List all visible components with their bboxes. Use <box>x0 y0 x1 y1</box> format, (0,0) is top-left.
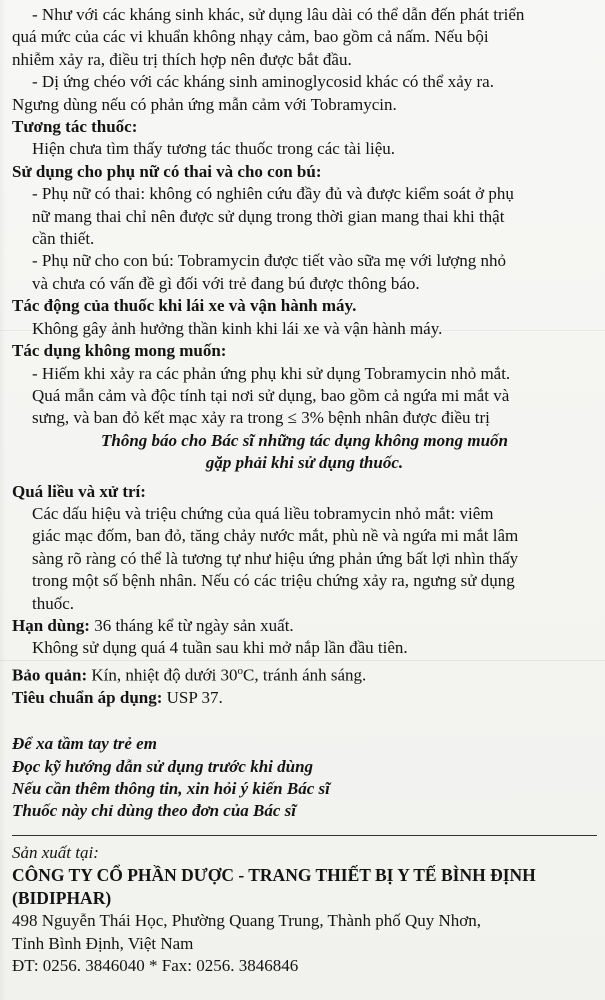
text-line: Ngưng dùng nếu có phản ứng mẫn cảm với Tobramycin. <box>12 94 397 114</box>
standard-line <box>12 687 597 709</box>
text-line: sàng rõ ràng có thể là tương tự như hiệu ứng phản ứng bất lợi nhìn thấy <box>32 548 519 568</box>
shelf-life-line <box>12 615 597 637</box>
precautions-section <box>12 4 597 116</box>
side-effects-section <box>12 340 597 474</box>
text-line: - Phụ nữ cho con bú: Tobramycin được tiết vào sữa mẹ với lượng nhỏ <box>32 251 507 271</box>
text-line: Các dấu hiệu và triệu chứng của quá liều tobramycin nhỏ mắt: viêm <box>32 503 494 523</box>
text-line: Không sử dụng quá 4 tuần sau khi mở nắp lần đầu tiên. <box>32 638 408 658</box>
overdose-section <box>12 481 597 615</box>
divider <box>12 835 597 836</box>
text-line: Hiện chưa tìm thấy tương tác thuốc trong các tài liệu. <box>32 139 396 159</box>
text-line: Quá mẫn cảm và độc tính tại nơi sử dụng, bao gồm cả ngứa mi mắt và <box>32 385 510 405</box>
text-line: thuốc. <box>32 593 75 613</box>
manufacturer-block <box>12 842 597 978</box>
notice-line: Thông báo cho Bác sĩ những tác dụng không mong muốn <box>101 430 508 450</box>
warning-line: Nếu cần thêm thông tin, xin hỏi ý kiến Bác sĩ <box>12 779 330 799</box>
text-line: giác mạc đốm, ban đỏ, tăng chảy nước mắt, phù nề và ngứa mi mắt lâm <box>32 526 519 546</box>
section-heading: Tác dụng không mong muốn: <box>12 341 227 361</box>
driving-section <box>12 295 597 340</box>
storage-value: Kín, nhiệt độ dưới 30 <box>87 665 238 685</box>
warning-line: Đọc kỹ hướng dẫn sử dụng trước khi dùng <box>12 756 314 776</box>
warning-line: Thuốc này chỉ dùng theo đơn của Bác sĩ <box>12 801 296 821</box>
fold-line <box>0 660 605 661</box>
interactions-section <box>12 116 597 161</box>
pregnancy-section <box>12 161 597 295</box>
text-line: và chưa có vấn đề gì đối với trẻ đang bú được thông báo. <box>32 273 420 293</box>
standard-value: USP 37. <box>162 687 223 707</box>
section-heading: Quá liều và xử trí: <box>12 481 146 501</box>
storage-line <box>12 660 597 687</box>
storage-value-tail: C, tránh ánh sáng. <box>243 665 367 685</box>
storage-label: Bảo quản: <box>12 665 88 685</box>
manufacturer-label: Sản xuất tại: <box>12 842 99 862</box>
text-line: nữ mang thai chỉ nên được sử dụng trong thời gian mang thai khi thật <box>32 206 505 226</box>
text-line: sưng, và ban đỏ kết mạc xảy ra trong ≤ 3% bệnh nhân được điều trị <box>32 408 490 428</box>
warning-line: Để xa tầm tay trẻ em <box>12 734 157 754</box>
text-line: - Hiếm khi xảy ra các phản ứng phụ khi sử dụng Tobramycin nhỏ mắt. <box>32 363 511 383</box>
text-line: - Như với các kháng sinh khác, sử dụng lâu dài có thể dẫn đến phát triển <box>32 5 525 24</box>
manufacturer-address: 498 Nguyễn Thái Học, Phường Quang Trung, Thành phố Quy Nhơn, <box>12 911 482 931</box>
section-heading: Tương tác thuốc: <box>12 117 138 137</box>
shelf-life-label: Hạn dùng: <box>12 615 90 635</box>
text-line: Không gây ảnh hưởng thần kinh khi lái xe và vận hành máy. <box>32 318 443 338</box>
shelf-life-section <box>12 615 597 660</box>
text-line: cần thiết. <box>32 229 95 249</box>
manufacturer-short-name: (BIDIPHAR) <box>12 888 112 909</box>
notice-line: gặp phải khi sử dụng thuốc. <box>205 453 404 473</box>
text-line: trong một số bệnh nhân. Nếu có các triệu chứng xảy ra, ngưng sử dụng <box>32 571 515 591</box>
text-line: - Dị ứng chéo với các kháng sinh aminoglycosid khác có thể xảy ra. <box>32 72 494 92</box>
degree-sup: o <box>237 664 244 677</box>
standard-label: Tiêu chuẩn áp dụng: <box>12 687 163 707</box>
section-heading: Tác động của thuốc khi lái xe và vận hành máy. <box>12 296 357 316</box>
text-line: nhiễm xảy ra, điều trị thích hợp nên được bắt đầu. <box>12 49 352 69</box>
shelf-life-value: 36 tháng kể từ ngày sản xuất. <box>89 615 294 635</box>
warnings-block <box>12 733 597 823</box>
text-line: - Phụ nữ có thai: không có nghiên cứu đầy đủ và được kiểm soát ở phụ <box>32 184 514 204</box>
fold-line <box>0 330 605 331</box>
section-heading: Sử dụng cho phụ nữ có thai và cho con bú: <box>12 161 322 181</box>
manufacturer-phone: ĐT: 0256. 3846040 * Fax: 0256. 3846846 <box>12 956 299 976</box>
manufacturer-name: CÔNG TY CỔ PHẦN DƯỢC - TRANG THIẾT BỊ Y TẾ BÌNH ĐỊNH <box>12 865 536 886</box>
text-line: quá mức của các vi khuẩn không nhạy cảm, bao gồm cả nấm. Nếu bội <box>12 27 489 47</box>
manufacturer-address: Tỉnh Bình Định, Việt Nam <box>12 933 194 953</box>
